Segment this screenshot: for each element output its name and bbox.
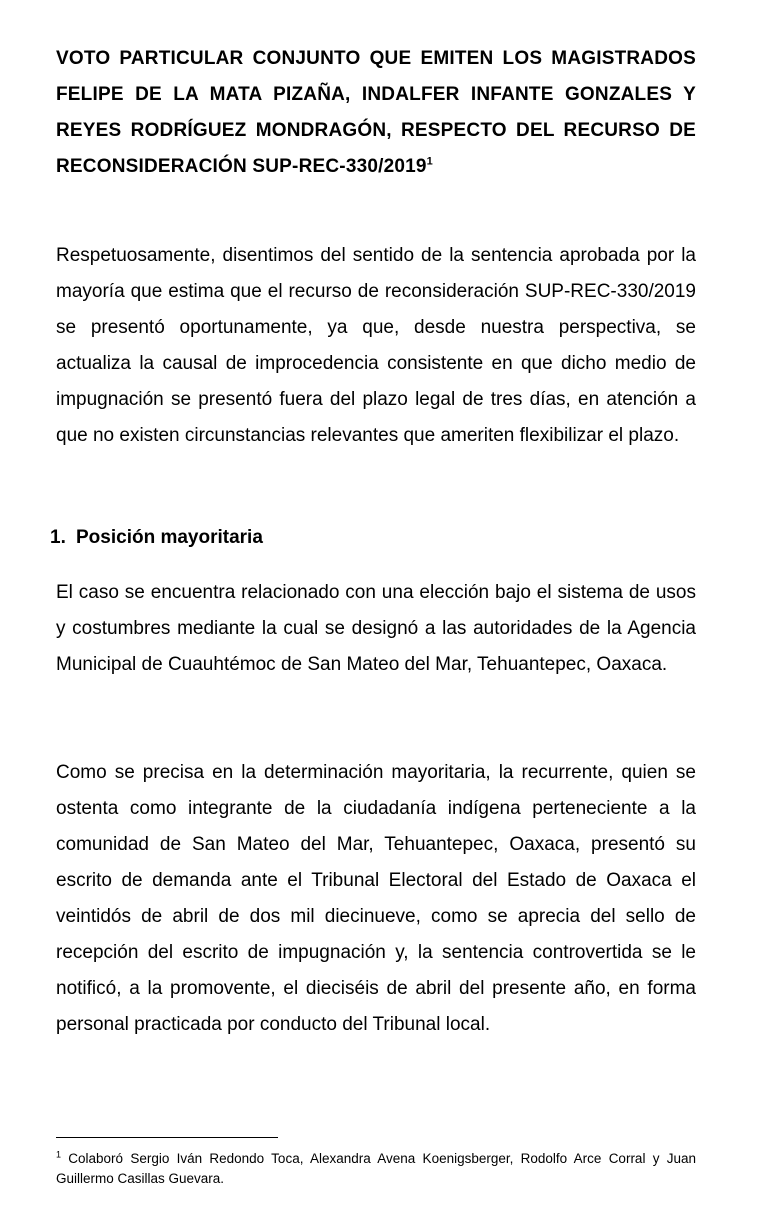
footnote-marker: 1 [56,1149,62,1160]
paragraph-case-facts: Como se precisa en la determinación mayoritaria, la recurrente, quien se ostenta como integrante de la ciudadanía indígena perteneciente a la comunidad de San Mateo del Mar, Tehuantepec, Oaxaca, presentó su escrito de demanda ante el Tribunal Electoral del Estado de Oaxaca el veintidós de abril de dos mil diecinueve, como se aprecia del sello de recepción del escrito de impugnación y, la sentencia controvertida se le notificó, a la promovente, el dieciséis de abril del presente año, en forma personal practicada por conducto del Tribunal local. [56,762,696,1035]
paragraph-case-context: El caso se encuentra relacionado con una elección bajo el sistema de usos y costumbres mediante la cual se designó a las autoridades de la Agencia Municipal de Cuauhtémoc de San Mateo del Mar, Tehuantepec, Oaxaca. [56,582,696,675]
paragraph-dissent-intro: Respetuosamente, disentimos del sentido de la sentencia aprobada por la mayoría que estima que el recurso de reconsideración SUP-REC-330/2019 se presentó oportunamente, ya que, desde nuestra perspectiva, se actualiza la causal de improcedencia consistente en que dicho medio de impugnación se presentó fuera del plazo legal de tres días, en atención a que no existen circunstancias relevantes que ameriten flexibilizar el plazo. [56,245,696,446]
section-number: 1. [50,527,66,548]
section-heading-majority-position [50,520,263,556]
footnote-separator [56,1137,278,1138]
document-title [56,41,696,185]
footnote [56,1149,696,1189]
title-text: VOTO PARTICULAR CONJUNTO QUE EMITEN LOS MAGISTRADOS FELIPE DE LA MATA PIZAÑA, INDALFER INFANTE GONZALES Y REYES RODRÍGUEZ MONDRAGÓN, RESPECTO DEL RECURSO DE RECONSIDERACIÓN SUP-REC-330/2019 [56,48,696,177]
section-heading-text: Posición mayoritaria [76,527,263,548]
title-footnote-ref: 1 [426,155,433,168]
footnote-text: Colaboró Sergio Iván Redondo Toca, Alexandra Avena Koenigsberger, Rodolfo Arce Corral y Juan Guillermo Casillas Guevara. [56,1151,696,1186]
